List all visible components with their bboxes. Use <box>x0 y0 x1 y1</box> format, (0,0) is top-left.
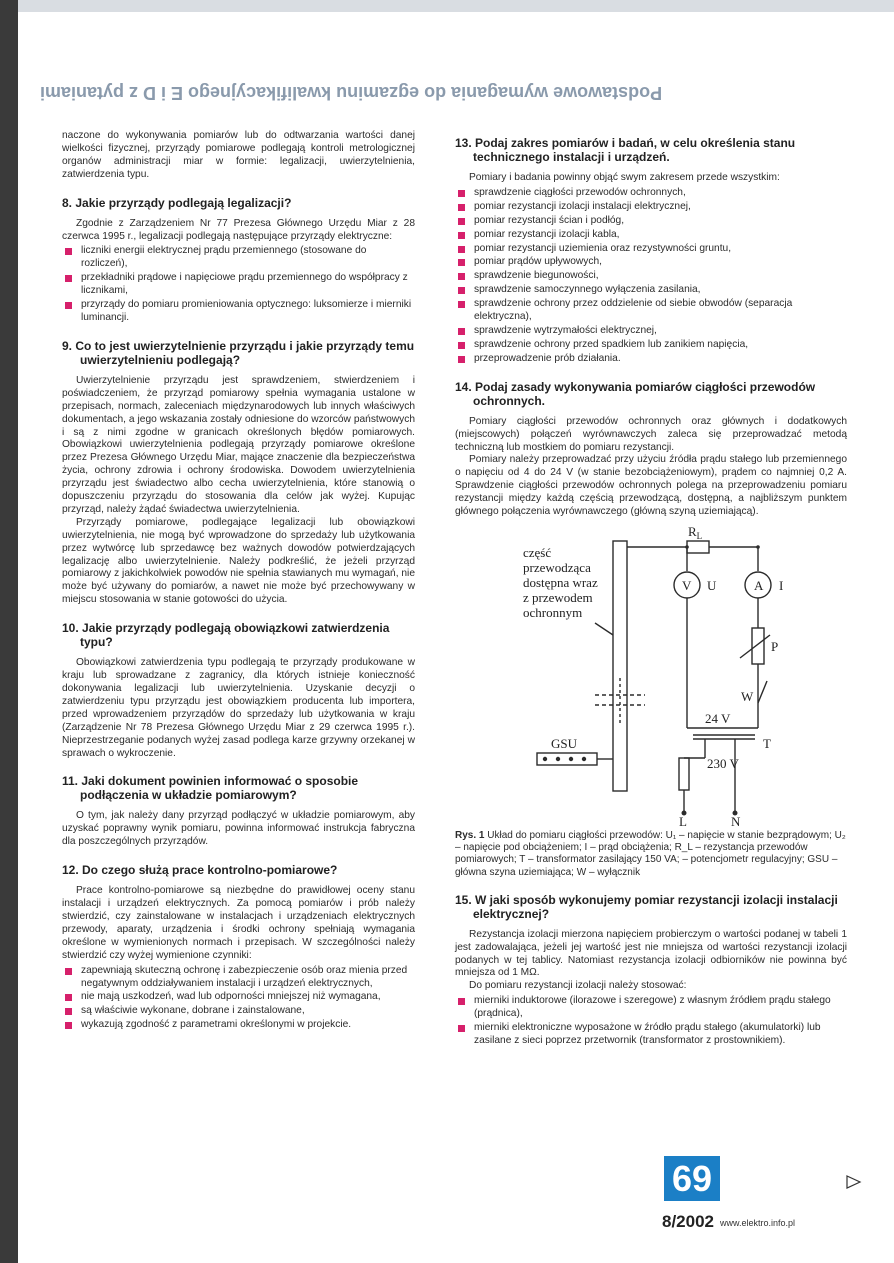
scan-edge <box>0 0 18 1263</box>
list-item: sprawdzenie biegunowości, <box>455 270 847 283</box>
conductive-part-box <box>613 541 627 791</box>
question-15-paragraph-2: Do pomiaru rezystancji izolacji należy stosować: <box>469 980 687 992</box>
voltmeter-label: V <box>682 577 692 593</box>
l-label: L <box>679 813 687 828</box>
intro-paragraph: naczone do wykonywania pomiarów lub do odtwarzania wartości danej wielkości fizycznej, przyrządy pomiarowe podlegają kontroli metrologicznej organów administracji miar w formie: legalizacji, uwierzytelnienia, zatwierdzenia typu. <box>62 130 415 180</box>
caption-text: Układ do pomiaru ciągłości przewodów: U₁ – napięcie w stanie bezprądowym; U₂ – napięcie pod obciążeniem; I – prąd obciążenia; R_L – rezystancja przewodów pomiarowych; T – transformator zasilający 150 VA; – potencjometr regulacyjny; GSU – główna szyna uziemiająca; W – wyłącznik <box>455 829 846 878</box>
list-item: pomiar prądów upływowych, <box>455 256 847 269</box>
question-13-list <box>455 187 847 366</box>
continue-arrow-icon <box>846 1175 862 1189</box>
question-14-heading: 14. Podaj zasady wykonywania pomiarów ciągłości przewodów ochronnych. <box>455 379 816 408</box>
u-label: U <box>707 577 717 593</box>
question-15-heading: 15. W jaki sposób wykonujemy pomiar rezystancji izolacji instalacji elektrycznej? <box>455 892 838 921</box>
scan-top-strip <box>18 0 894 12</box>
question-8-list <box>62 245 415 324</box>
list-item: mierniki induktorowe (iloraz​owe i szeregowe) z własnym źródłem prądu stałego (prądnica), <box>455 995 847 1021</box>
website-url: www.elektro.info.pl <box>720 1218 796 1228</box>
running-header: Podstawowe wymagania do egzaminu kwalifikacyjnego E i D z pytaniami <box>40 83 663 103</box>
list-item: pomiar rezystancji uziemienia oraz rezystywności gruntu, <box>455 243 847 256</box>
list-item: sprawdzenie samoczynnego wyłączenia zasilania, <box>455 284 847 297</box>
circuit-diagram <box>455 523 847 828</box>
figure-label: ochronnym <box>523 604 583 620</box>
question-15-paragraph-1: Rezystancja izolacji mierzona napięciem probierczym o wartości podanej w tabeli 1 jest zadowalająca, jeżeli jej wartość jest nie mniejsza od wartości rezystancji izolacji podanych w tej tablicy. Natomiast rezystancja izolacji odbiorników nie powinna być mniejsza od 1 MΩ. <box>455 928 847 979</box>
list-item: wykazują zgodność z parametrami określonymi w projekcie. <box>62 1019 415 1032</box>
i-label: I <box>779 577 784 593</box>
question-8-heading: 8. Jakie przyrządy podlegają legalizacji? <box>62 195 292 210</box>
t-label: T <box>763 735 771 751</box>
list-item: liczniki energii elektrycznej prądu przemiennego (stosowane do rozliczeń), <box>62 245 415 271</box>
figure-label: dostępna wraz <box>523 574 598 590</box>
question-9-heading: 9. Co to jest uwierzytelnienie przyrządu i jakie przyrządy temu uwierzytelnieniu podlegają? <box>62 338 415 367</box>
24v-label: 24 V <box>705 710 731 726</box>
list-item: pomiar rezystancji izolacji kabla, <box>455 229 847 242</box>
question-13-text: Pomiary i badania powinny objąć swym zakresem przede wszystkim: <box>469 172 780 183</box>
list-item: zapewniają skuteczną ochronę i zabezpieczenie osób oraz mienia przed negatywnym oddziaływaniem instalacji i urządzeń elektrycznych, <box>62 965 415 991</box>
question-11-heading: 11. Jaki dokument powinien informować o sposobie podłączenia w układzie pomiarowym? <box>62 774 359 803</box>
question-14-paragraph-2: Pomiary należy przeprowadzać przy użyciu źródła prądu stałego lub przemiennego o napięciu od 4 do 24 V (w stanie bezobciążeniowym), prądem co najmniej 0,2 A. Sprawdzenie ciągłości przewodów ochronnych polega na przeprowadzeniu pomiaru rezystancji między każdą częścią przewodzącą, dostępną, a najbliższym punktem głównego połączenia wyrównawczego (główną szyną uziemiającą). <box>455 454 847 518</box>
question-8-text: Zgodnie z Zarządzeniem Nr 77 Prezesa Głównego Urzędu Miar z 28 czerwca 1995 r., legalizacji podlegają następujące przyrządy elektryczne: <box>62 217 415 242</box>
list-item: sprawdzenie wytrzymałości elektrycznej, <box>455 325 847 338</box>
figure-label: przewodząca <box>523 559 591 575</box>
list-item: sprawdzenie ciągłości przewodów ochronnych, <box>455 187 847 200</box>
resistor-rl <box>687 541 709 553</box>
question-11-text: O tym, jak należy dany przyrząd podłączyć w układzie pomiarowym, aby uzyskać poprawny wynik pomiaru, powinna informować instrukcja fabryczna dla poszczególnych przyrządów. <box>62 810 415 848</box>
issue-number: 8/2002 <box>662 1212 714 1231</box>
rl-label: $R_L$ <box>688 523 703 541</box>
list-item: nie mają uszkodzeń, wad lub odporności mniejszej niż wymagana, <box>62 991 415 1004</box>
list-item: są właściwie wykonane, dobrane i zainstalowane, <box>62 1005 415 1018</box>
list-item: pomiar rezystancji izolacji instalacji elektrycznej, <box>455 201 847 214</box>
ammeter-label: A <box>754 577 764 593</box>
right-column <box>455 130 847 1050</box>
list-item: przyrządy do pomiaru promieniowania optycznego: luksomierze i mierniki luminancji. <box>62 299 415 325</box>
list-item: mierniki elektroniczne wyposażone w źródło prądu stałego (akumulatorki) lub zasilane z sieci poprzez przetwornik (transformator z prostownikiem). <box>455 1022 847 1048</box>
p-label: P <box>771 638 779 654</box>
question-15-list <box>455 995 847 1048</box>
w-label: W <box>741 688 754 704</box>
question-14-paragraph-1: Pomiary ciągłości przewodów ochronnych oraz głównych i dodatkowych (miejscowych) połączeń wyrównawczych zaleca się przeprowadzać metodą techniczną lub mostkiem do pomiaru rezystancji. <box>455 415 847 453</box>
gsu-label: GSU <box>551 735 578 751</box>
list-item: sprawdzenie ochrony przez oddzielenie od siebie obwodów (separacja elektryczna), <box>455 298 847 324</box>
230v-label: 230 V <box>707 755 739 771</box>
figure-label: część <box>523 544 552 560</box>
list-item: pomiar rezystancji ścian i podłóg, <box>455 215 847 228</box>
figure-caption <box>455 830 847 879</box>
circuit-figure <box>455 523 847 828</box>
question-13-heading: 13. Podaj zakres pomiarów i badań, w celu określenia stanu technicznego instalacji i urządzeń. <box>455 136 796 164</box>
list-item: sprawdzenie ochrony przed spadkiem lub zanikiem napięcia, <box>455 339 847 352</box>
list-item: przekładniki prądowe i napięciowe prądu przemiennego do współpracy z licznikami, <box>62 272 415 298</box>
n-label: N <box>731 813 741 828</box>
question-12-text: Prace kontrolno-pomiarowe są niezbędne do prawidłowej oceny stanu instalacji i urządzeń elektrycznych. Za pomocą pomiarów i prób należy stwierdzić, czy zainstalowane w instalacjach i urządzeniach elektrycznych przewody, aparaty, urządzenia i środki ochrony spełniają wymagania określone w wymienionych normach i przepisach. W szczególności należy stwierdzić czy wyżej wymienione czynniki: <box>62 885 415 961</box>
question-10-heading: 10. Jakie przyrządy podlegają obowiązkowi zatwierdzenia typu? <box>62 621 390 650</box>
caption-label: Rys. 1 <box>455 829 485 841</box>
question-9-paragraph-1: Uwierzytelnienie przyrządu jest sprawdzeniem, stwierdzeniem i poświadczeniem, że przyrząd pomiarowy spełnia wymagania ustalone w przepisach, normach, zaleceniach międzynarodowych lub innych właściwych dokumentach, a jego wskazania zostały odniesione do wzorców państwowych i są z nimi zgodne w granicach określonych błędów pomiarowych. Obowiązkowi uwierzytelnienia podlegają przyrządy pomiarowe określone przez Prezesa Głównego Urzędu Miar, mające znaczenie dla bezpieczeństwa życia, ochrony zdrowia i ochrony środowiska. Dowodem uwierzytelnienia przyrządu jest świadectwo albo cecha uwierzytelnienia, które stanowią o dopuszczeniu przyrządu do stosowania dla celów jak wyżej. Kupując przyrząd, należy żądać świadectwa uwierzytelnienia. <box>62 374 415 515</box>
question-10-text: Obowiązkowi zatwierdzenia typu podlegają te przyrządy produkowane w kraju lub sprowadzane z zagranicy, dla których istnieje konieczność dokonywania legalizacji lub uwierzytelnienia. Uzyskanie decyzji o zatwierdzeniu typu przyrządu jest obowiązkiem producenta lub importera, przed wprowadzeniem przyrządów do sprzedaży lub użytkowania w kraju (Zarządzenie Nr 78 Prezesa Głównego Urzędu Miar z 29 czerwca 1995 r.). Nieprzestrzeganie podanych wyżej zasad podlega karze grzywny orzekanej w sprawach o wykroczenie. <box>62 657 415 759</box>
left-column <box>62 130 415 1034</box>
question-12-list <box>62 965 415 1033</box>
question-9-paragraph-2: Przyrządy pomiarowe, podlegające legalizacji lub obowiązkowi uwierzytelnienia, nie mogą być wprowadzone do sprzedaży lub użytkowania przez wytwórcę lub sprzedawcę bez ważnych dowodów potwierdzających legalizację albo uwierzytelnienie. Należy podkreślić, że jeżeli przyrząd pomiarowy z jakichkolwiek powodów nie spełnia stawianych mu wymagań, nie może być używany do pomiarów, a nawet nie może być przechowywany w miejscu stosowania w stanie gotowości do użycia. <box>62 516 415 606</box>
question-12-heading: 12. Do czego służą prace kontrolno-pomiarowe? <box>62 863 338 878</box>
fuse <box>679 758 689 790</box>
list-item: przeprowadzenie prób działania. <box>455 353 847 366</box>
potentiometer <box>752 628 764 664</box>
page-number-badge: 69 <box>664 1156 720 1201</box>
figure-label: z przewodem <box>523 589 593 605</box>
